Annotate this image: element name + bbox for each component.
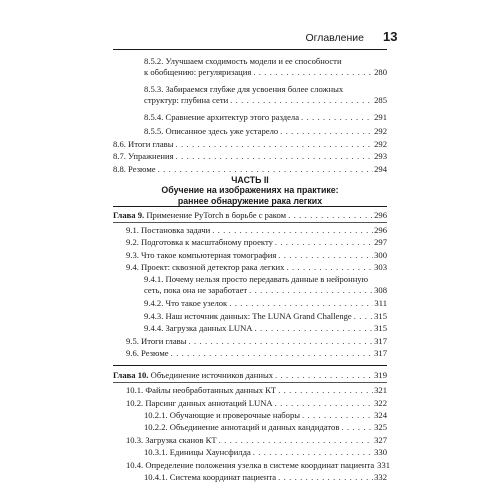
toc-entry-title-line2: к обобщению: регуляризация (144, 67, 252, 77)
toc-entry (144, 410, 387, 421)
toc-entry (144, 298, 387, 309)
toc-entry (144, 311, 387, 322)
toc-entry (144, 472, 387, 483)
part-title (113, 185, 387, 207)
toc-entry-page: 311 (374, 298, 387, 308)
part-number: ЧАСТЬ II (231, 175, 269, 185)
toc-entry-title: 9.6. Резюме (126, 348, 169, 358)
toc-entry-title: 10.2. Парсинг данных аннотаций LUNA (126, 398, 273, 408)
dot-leader (249, 285, 373, 296)
toc-entry-page: 291 (374, 112, 387, 122)
dot-leader (158, 164, 374, 175)
dot-leader (354, 311, 373, 322)
chapter-title: Применение PyTorch в борьбе с раком (146, 210, 287, 220)
toc-entry (126, 385, 387, 396)
toc-entry-page: 317 (374, 336, 387, 346)
toc-entry-title: 10.4. Определение положения узелка в системе координат пациента (126, 460, 375, 470)
dot-leader (341, 422, 373, 433)
dot-leader (275, 237, 373, 248)
part-title-line1: Обучение на изображениях на практике: (161, 185, 339, 195)
toc-entry-title: 9.2. Подготовка к масштабному проекту (126, 237, 273, 247)
toc-entry-page: 327 (374, 435, 387, 445)
toc-entry-page: 285 (374, 95, 387, 105)
part-title-line2: раннее обнаружение рака легких (177, 196, 323, 206)
toc-entry-page: 315 (374, 311, 387, 321)
toc-entry-page: 300 (374, 250, 387, 260)
toc-entry-title: 9.3. Что такое компьютерная томография (126, 250, 277, 260)
toc-entry-page: 303 (374, 262, 387, 272)
toc-entry-title-line1: 8.5.2. Улучшаем сходимость модели и ее способности (144, 56, 342, 66)
toc-entry (113, 139, 387, 150)
toc-entry-page: 292 (374, 126, 387, 136)
header-page-number: 13 (383, 29, 398, 44)
chapter-title: Объединение источников данных (150, 370, 274, 380)
header-divider (113, 49, 387, 50)
toc-entry-page: 315 (374, 323, 387, 333)
dot-leader (288, 210, 373, 221)
chapter-divider (113, 365, 387, 366)
dot-leader (278, 250, 373, 261)
dot-leader (280, 126, 373, 137)
chapter-divider (113, 382, 387, 383)
toc-entry-title: 8.6. Итоги главы (113, 139, 174, 149)
toc-entry (113, 151, 387, 162)
toc-entry-page: 331 (377, 460, 391, 470)
toc-entry-title: 8.5.4. Сравнение архитектур этого раздела (144, 112, 300, 122)
dot-leader (253, 67, 373, 78)
toc-entry-title: 8.7. Упражнения (113, 151, 174, 161)
chapter-label: Глава 10. (113, 370, 149, 380)
toc-entry-page: 319 (374, 370, 387, 380)
dot-leader (278, 385, 373, 396)
toc-entry-title: 8.8. Резюме (113, 164, 156, 174)
toc-entry (144, 422, 387, 433)
toc-entry (144, 112, 387, 123)
toc-entry (144, 274, 387, 296)
toc-entry-page: 324 (374, 410, 387, 420)
toc-entry-title: 10.2.2. Объединение аннотаций и данных кандидатов (144, 422, 340, 432)
toc-entry-page: 292 (374, 139, 387, 149)
toc-entry (144, 56, 387, 78)
toc-entry-title: 10.1. Файлы необработанных данных КТ (126, 385, 277, 395)
dot-leader (275, 398, 373, 409)
toc-entry-title: 9.4.2. Что такое узелок (144, 298, 228, 308)
toc-entry-page: 296 (374, 225, 387, 235)
toc-entry-page: 308 (374, 285, 387, 295)
toc-entry-page: 317 (374, 348, 387, 358)
dot-leader (254, 323, 373, 334)
toc-entry-title-line1: 9.4.1. Почему нельзя просто передавать данные в нейронную (144, 274, 369, 284)
toc-entry (144, 323, 387, 334)
toc-entry-page: 294 (374, 164, 387, 174)
toc-entry-title: 9.4.3. Наш источник данных: The LUNA Grand Challenge (144, 311, 352, 321)
toc-entry-page: 332 (374, 472, 387, 482)
dot-leader (286, 262, 373, 273)
running-header (0, 27, 500, 47)
toc-entry-title: 9.1. Постановка задачи (126, 225, 211, 235)
dot-leader (230, 95, 373, 106)
section-divider (113, 206, 387, 207)
toc-entry (126, 435, 387, 446)
toc-entry (126, 262, 387, 273)
dot-leader (175, 139, 373, 150)
toc-entry-title-line1: 8.5.3. Забираемся глубже для усвоения более сложных (144, 84, 344, 94)
toc-entry (126, 336, 387, 347)
toc-entry-page: 322 (374, 398, 387, 408)
toc-entry-title: 10.3. Загрузка сканов КТ (126, 435, 217, 445)
dot-leader (275, 370, 373, 381)
toc-entry-page: 280 (374, 67, 387, 77)
toc-entry (126, 398, 387, 409)
toc-entry-title: 8.5.5. Описанное здесь уже устарело (144, 126, 279, 136)
toc-entry (144, 84, 387, 106)
toc-entry (126, 237, 387, 248)
dot-leader (171, 348, 374, 359)
toc-entry-title-line2: сеть, пока она не заработает (144, 285, 248, 295)
toc-entry-page: 325 (374, 422, 387, 432)
header-title: Оглавление (305, 32, 364, 44)
toc-entry-title: 9.4.4. Загрузка данных LUNA (144, 323, 253, 333)
dot-leader (301, 112, 373, 123)
toc-entry (144, 447, 387, 458)
toc-entry (126, 460, 391, 471)
toc-entry-page: 296 (374, 210, 387, 220)
toc-entry-page: 330 (374, 447, 387, 457)
dot-leader (176, 151, 374, 162)
toc-entry-page: 297 (374, 237, 387, 247)
toc-entry-title: 10.2.1. Обучающие и проверочные наборы (144, 410, 301, 420)
toc-entry (126, 250, 387, 261)
toc-entry-title: 9.5. Итоги главы (126, 336, 187, 346)
toc-entry (126, 225, 387, 236)
toc-entry-title: 10.4.1. Система координат пациента (144, 472, 277, 482)
dot-leader (188, 336, 373, 347)
chapter-divider (113, 222, 387, 223)
dot-leader (302, 410, 373, 421)
dot-leader (219, 435, 373, 446)
toc-entry (126, 348, 387, 359)
toc-entry-page: 321 (374, 385, 387, 395)
dot-leader (278, 472, 373, 483)
chapter-entry (113, 210, 387, 221)
dot-leader (229, 298, 373, 309)
dot-leader (212, 225, 373, 236)
toc-entry (113, 164, 387, 175)
toc-entry-title: 10.3.1. Единицы Хаунсфилда (144, 447, 251, 457)
chapter-label: Глава 9. (113, 210, 145, 220)
toc-entry-title: 9.4. Проект: сквозной детектор рака легких (126, 262, 285, 272)
toc-entry (144, 126, 387, 137)
toc-entry-title-line2: структур: глубина сети (144, 95, 229, 105)
dot-leader (253, 447, 373, 458)
chapter-entry (113, 370, 387, 381)
toc-entry-page: 293 (374, 151, 387, 161)
